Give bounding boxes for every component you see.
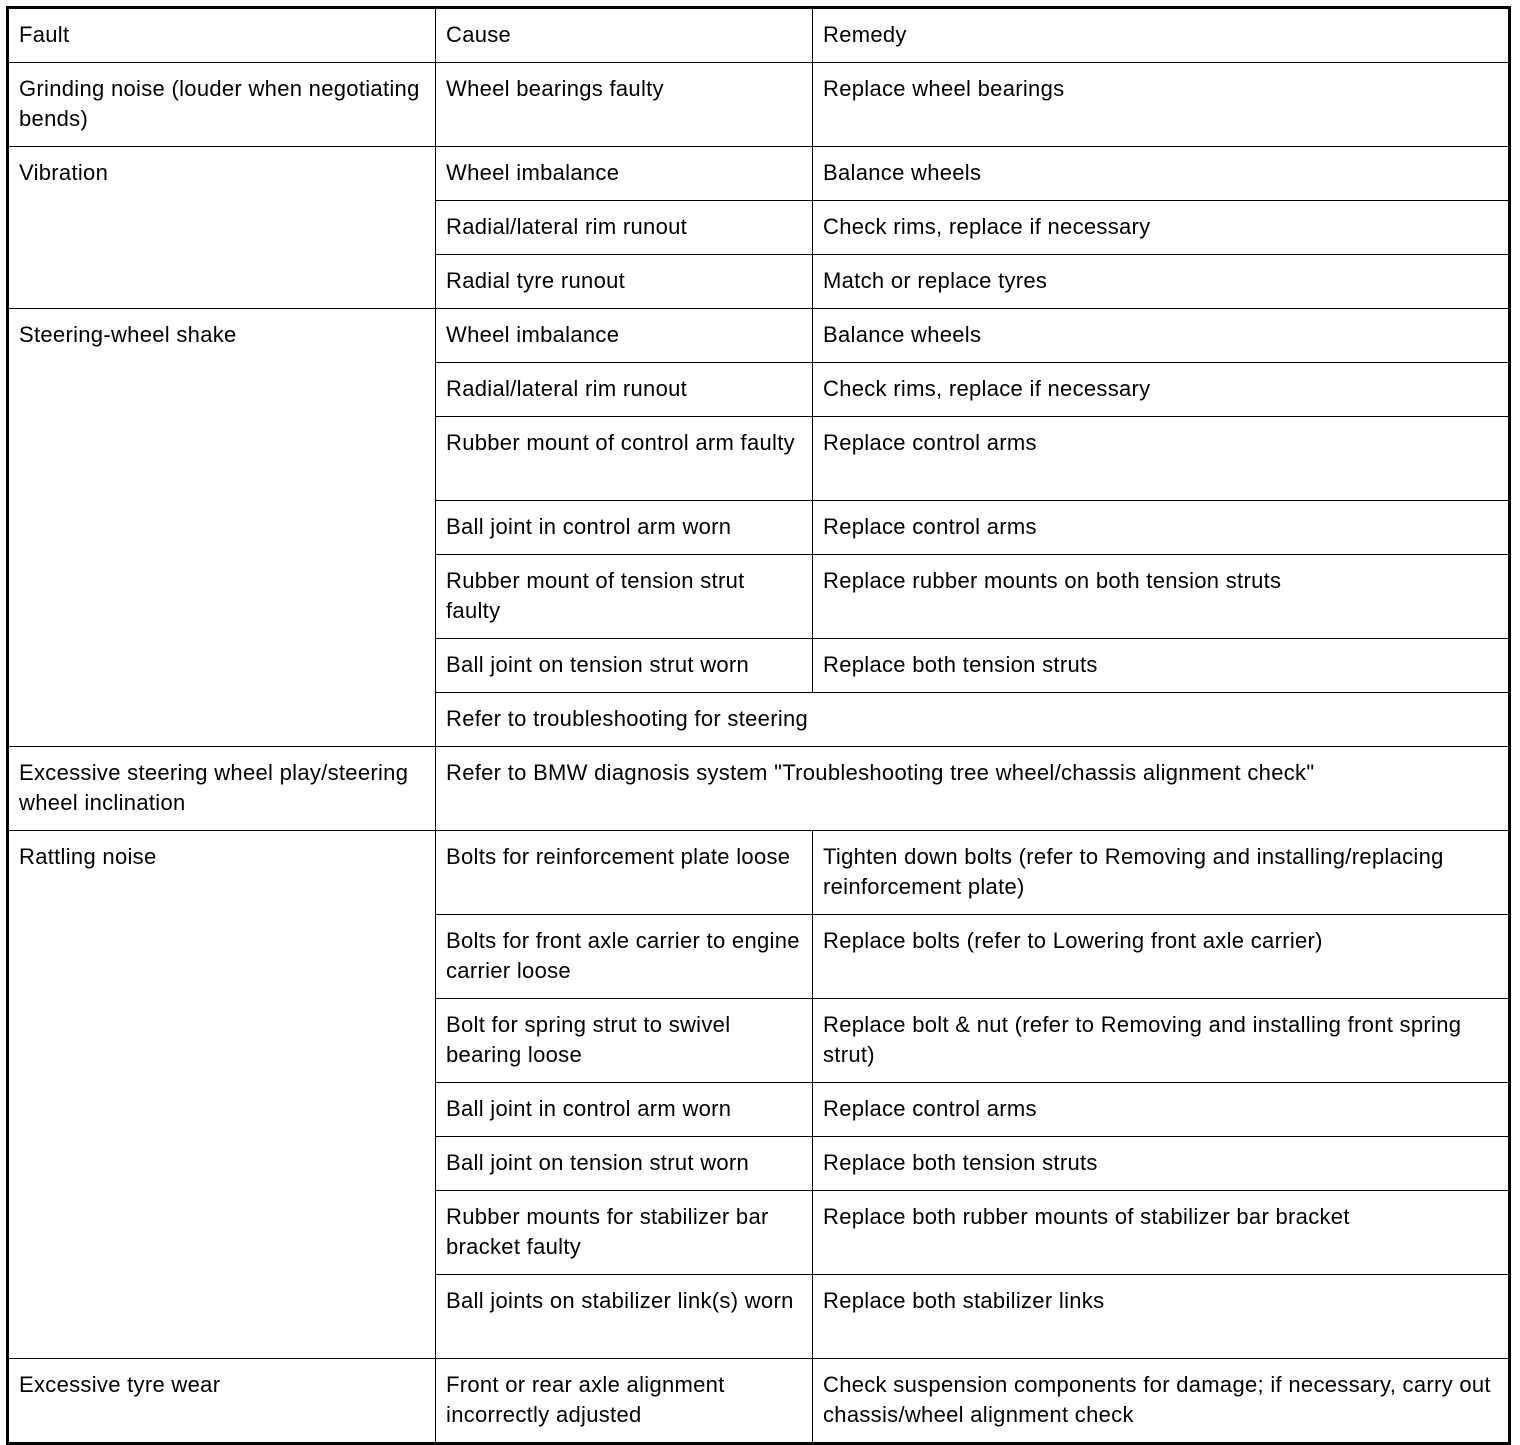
cause-cell: Ball joint in control arm worn xyxy=(436,501,813,555)
cause-cell: Ball joint on tension strut worn xyxy=(436,639,813,693)
cause-cell: Wheel imbalance xyxy=(436,309,813,363)
cause-cell: Rubber mount of control arm faulty xyxy=(436,417,813,501)
remedy-cell: Replace rubber mounts on both tension struts xyxy=(813,555,1510,639)
remedy-cell: Replace bolts (refer to Lowering front axle carrier) xyxy=(813,915,1510,999)
header-row xyxy=(8,8,1510,63)
remedy-cell: Replace bolt & nut (refer to Removing and installing front spring strut) xyxy=(813,999,1510,1083)
cause-cell: Rubber mount of tension strut faulty xyxy=(436,555,813,639)
header-remedy: Remedy xyxy=(813,8,1510,63)
fault-cell: Steering-wheel shake xyxy=(8,309,436,747)
cause-cell: Front or rear axle alignment incorrectly adjusted xyxy=(436,1359,813,1444)
table-row xyxy=(8,63,1510,147)
cause-cell: Ball joints on stabilizer link(s) worn xyxy=(436,1275,813,1359)
remedy-cell: Check suspension components for damage; if necessary, carry out chassis/wheel alignment check xyxy=(813,1359,1510,1444)
table-row xyxy=(8,831,1510,915)
remedy-cell: Balance wheels xyxy=(813,147,1510,201)
combined-remedy-cell: Refer to troubleshooting for steering xyxy=(436,693,1510,747)
remedy-cell: Replace both stabilizer links xyxy=(813,1275,1510,1359)
remedy-cell: Replace both tension struts xyxy=(813,639,1510,693)
fault-cell: Grinding noise (louder when negotiating bends) xyxy=(8,63,436,147)
combined-remedy-cell: Refer to BMW diagnosis system "Troubleshooting tree wheel/chassis alignment check" xyxy=(436,747,1510,831)
cause-cell: Bolts for front axle carrier to engine carrier loose xyxy=(436,915,813,999)
fault-cell: Vibration xyxy=(8,147,436,309)
remedy-cell: Replace wheel bearings xyxy=(813,63,1510,147)
remedy-cell: Replace both rubber mounts of stabilizer bar bracket xyxy=(813,1191,1510,1275)
table-row xyxy=(8,147,1510,201)
cause-cell: Wheel imbalance xyxy=(436,147,813,201)
table-row xyxy=(8,309,1510,363)
table-row xyxy=(8,1359,1510,1444)
remedy-cell: Check rims, replace if necessary xyxy=(813,201,1510,255)
cause-cell: Wheel bearings faulty xyxy=(436,63,813,147)
fault-cell: Excessive tyre wear xyxy=(8,1359,436,1444)
cause-cell: Bolts for reinforcement plate loose xyxy=(436,831,813,915)
header-fault: Fault xyxy=(8,8,436,63)
remedy-cell: Check rims, replace if necessary xyxy=(813,363,1510,417)
cause-cell: Radial/lateral rim runout xyxy=(436,201,813,255)
remedy-cell: Balance wheels xyxy=(813,309,1510,363)
cause-cell: Radial/lateral rim runout xyxy=(436,363,813,417)
fault-cell: Rattling noise xyxy=(8,831,436,1359)
table-row xyxy=(8,747,1510,831)
remedy-cell: Replace control arms xyxy=(813,501,1510,555)
cause-cell: Ball joint in control arm worn xyxy=(436,1083,813,1137)
cause-cell: Radial tyre runout xyxy=(436,255,813,309)
cause-cell: Bolt for spring strut to swivel bearing loose xyxy=(436,999,813,1083)
remedy-cell: Replace control arms xyxy=(813,417,1510,501)
troubleshooting-table xyxy=(6,6,1511,1445)
fault-cell: Excessive steering wheel play/steering wheel inclination xyxy=(8,747,436,831)
cause-cell: Ball joint on tension strut worn xyxy=(436,1137,813,1191)
remedy-cell: Replace both tension struts xyxy=(813,1137,1510,1191)
cause-cell: Rubber mounts for stabilizer bar bracket faulty xyxy=(436,1191,813,1275)
remedy-cell: Match or replace tyres xyxy=(813,255,1510,309)
remedy-cell: Tighten down bolts (refer to Removing and installing/replacing reinforcement plate) xyxy=(813,831,1510,915)
remedy-cell: Replace control arms xyxy=(813,1083,1510,1137)
header-cause: Cause xyxy=(436,8,813,63)
